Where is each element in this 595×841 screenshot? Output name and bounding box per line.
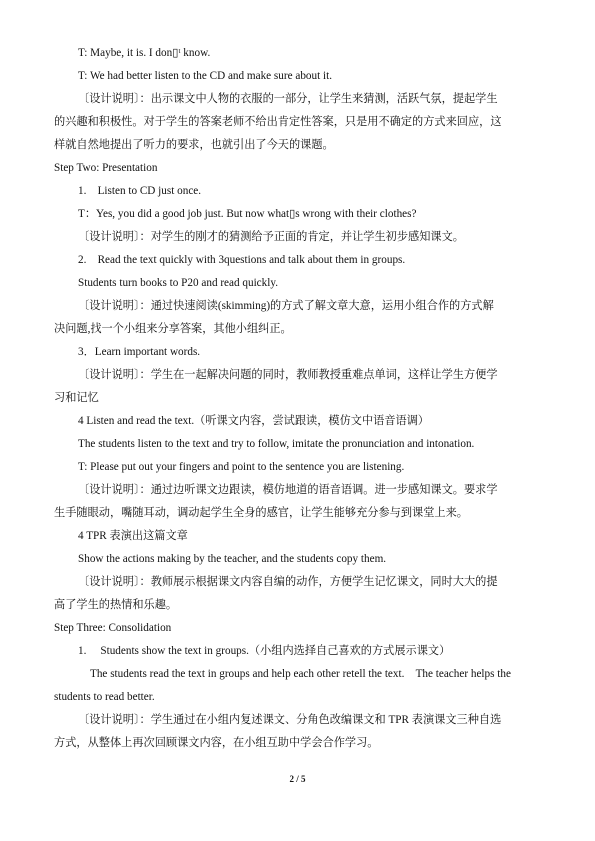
text-line: Students turn books to P20 and read quickly. bbox=[78, 277, 279, 289]
design-note-line: 〔设计说明〕：学生通过在小组内复述课文、分角色改编课文和 TPR 表演课文三种自选 bbox=[78, 714, 502, 726]
text-line: 1. Students show the text in groups.（小组内选择自己喜欢的方式展示课文） bbox=[78, 645, 451, 657]
text-line: 4 Listen and read the text.（听课文内容，尝试跟读，模仿文中语音语调） bbox=[78, 415, 430, 427]
text-line: The students read the text in groups and help each other retell the text. The teacher helps the bbox=[90, 668, 511, 680]
design-note-line: 〔设计说明〕：通过快速阅读(skimming)的方式了解文章大意，运用小组合作的方式解 bbox=[78, 300, 494, 312]
text-line: 1. Listen to CD just once. bbox=[78, 185, 202, 197]
text-line: The students listen to the text and try to follow, imitate the pronunciation and intonation. bbox=[78, 438, 475, 450]
text-line: 3．Learn important words. bbox=[78, 346, 201, 358]
page-number: 2 / 5 bbox=[289, 774, 306, 784]
text-line: T: Please put out your fingers and point to the sentence you are listening. bbox=[78, 461, 405, 473]
design-note-line: 样就自然地提出了听力的要求，也就引出了今天的课题。 bbox=[54, 139, 334, 151]
step-heading: Step Two: Presentation bbox=[54, 162, 158, 174]
design-note-line: 方式，从整体上再次回顾课文内容，在小组互助中学会合作学习。 bbox=[54, 737, 379, 749]
design-note-line: 的兴趣和积极性。对于学生的答案老师不给出肯定性答案，只是用不确定的方式来回应，这 bbox=[54, 116, 502, 128]
text-line: T：Yes, you did a good job just. But now what▯s wrong with their clothes? bbox=[78, 208, 417, 220]
text-line: T: Maybe, it is. I don▯ᵗ know. bbox=[78, 47, 211, 59]
design-note-line: 高了学生的热情和乐趣。 bbox=[54, 599, 178, 611]
text-line: students to read better. bbox=[54, 691, 155, 703]
design-note-line: 生手随眼动，嘴随耳动，调动起学生全身的感官，让学生能够充分参与到课堂上来。 bbox=[54, 507, 468, 519]
design-note-line: 〔设计说明〕：通过边听课文边跟读，模仿地道的语音语调。进一步感知课文。要求学 bbox=[78, 484, 498, 496]
step-heading: Step Three: Consolidation bbox=[54, 622, 172, 634]
design-note-line: 〔设计说明〕：出示课文中人物的衣服的一部分，让学生来猜测，活跃气氛，提起学生 bbox=[78, 93, 498, 105]
text-line: T: We had better listen to the CD and make sure about it. bbox=[78, 70, 333, 82]
design-note-line: 〔设计说明〕：教师展示根据课文内容自编的动作，方便学生记忆课文，同时大大的提 bbox=[78, 576, 498, 588]
design-note-line: 〔设计说明〕：学生在一起解决问题的同时，教师教授重难点单词，这样让学生方便学 bbox=[78, 369, 498, 381]
text-line: 2. Read the text quickly with 3questions and talk about them in groups. bbox=[78, 254, 406, 266]
text-line: Show the actions making by the teacher, and the students copy them. bbox=[78, 553, 387, 565]
text-line: 4 TPR 表演出这篇文章 bbox=[78, 530, 188, 542]
design-note-line: 习和记忆 bbox=[54, 392, 99, 404]
design-note-line: 〔设计说明〕：对学生的刚才的猜测给予正面的肯定，并让学生初步感知课文。 bbox=[78, 231, 464, 243]
design-note-line: 决问题,找一个小组来分享答案，其他小组纠正。 bbox=[54, 323, 292, 335]
